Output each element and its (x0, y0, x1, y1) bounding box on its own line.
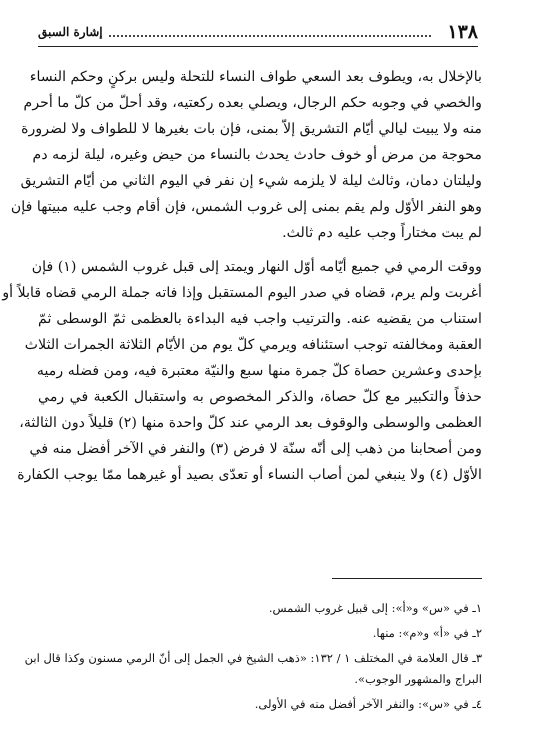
text-line: الأوّل (٤) ولا ينبغي لمن أصاب النساء أو تعدّى بصيد أو غيرهما ممّا يوجب الكفارة (17, 467, 482, 483)
footnote-separator (332, 578, 482, 579)
text-line: استناب من يقضيه عنه. والترتيب واجب فيه البداءة بالعظمى ثمّ الوسطى ثمّ (38, 311, 482, 327)
page-number: ١٣٨ (447, 21, 478, 43)
footnote (24, 648, 482, 690)
header-rule (38, 46, 478, 47)
text-line: العقبة ومخالفته توجب استئنافه ويرمي كلّ يوم من الأيّام الثلاثة الجمرات الثلاث (24, 337, 482, 353)
text-line: بإحدى وعشرين حصاة كلّ جمرة منها سبع والنيّة معتبرة فيه، ومن فضله رميه (36, 363, 482, 379)
footnote-line: ٣ـ قال العلامة في المختلف ١ / ١٣٢: «ذهب الشيخ في الجمل إلى أنّ الرمي مسنون وكذا قال ابن (24, 651, 482, 665)
footnote-line: ٢ـ في «أ» و«م»: منها. (372, 626, 482, 640)
text-line: محوجة من مرض أو خوف حادث يحدث بالنساء من حيض وغيره، ليلة لزمه دم (32, 147, 482, 163)
text-line: ووقت الرمي في جميع أيّامه أوّل النهار ويمتد إلى قبل غروب الشمس (١) فإن (31, 259, 482, 275)
footnote-line: البراج والمشهور الوجوب». (354, 672, 482, 686)
text-line: والخصي في وجوبه حكم الرجال، ويصلي بعده ركعتيه، وقد أحلّ من كلّ ما أحرم (23, 95, 482, 111)
main-text (2, 64, 482, 496)
footnote (38, 623, 482, 644)
footnote-line: ٤ـ في «س»: والنفر الآخر أفضل منه في الأولى. (254, 697, 482, 711)
footnote-line: ١ـ في «س» و«أ»: إلى قبيل غروب الشمس. (268, 601, 482, 615)
footnote (38, 598, 482, 619)
paragraph (2, 254, 482, 488)
footnote (38, 694, 482, 715)
text-line: وهو النفر الأوّل ولم يقم بمنى إلى غروب الشمس، فإن أقام وجب عليه مبيتها فإن (10, 199, 482, 215)
text-line: منه ولا يبيت ليالي أيّام التشريق إلاّ بمنى، فإن بات بغيرها لا للطواف ولا لضرورة (21, 121, 482, 137)
text-line: حذفاً والتكبير مع كلّ حصاة، والذكر المخصوص به واستقبال الكعبة في رمي (38, 389, 482, 405)
header-dotted-leader (109, 35, 432, 37)
text-line: ومن أصحابنا من ذهب إلى أنّه سنّة لا فرض (٣) والنفر في الآخر أفضل منه في (29, 441, 482, 457)
page-header (38, 20, 478, 44)
paragraph (10, 64, 482, 246)
text-line: العظمى والوسطى والوقوف بعد الرمي عند كلّ واحدة منها (٢) قليلاً دون الثالثة، (19, 415, 482, 431)
text-line: أغربت ولم يرم، قضاه في صدر اليوم المستقبل وإذا فاته جملة الرمي قضاه قابلاً أو (2, 285, 482, 301)
running-title: إشارة السبق (38, 25, 103, 39)
text-line: بالإخلال به، ويطوف بعد السعي طواف النساء للتحلة وليس بركنٍ وحكم النساء (29, 69, 482, 85)
text-line: لم يبت مختاراً وجب عليه دم ثالث. (282, 225, 482, 241)
footnotes (24, 598, 482, 719)
text-line: وليلتان دمان، وثالث ليلة لا يلزمه شيء إن نفر في اليوم الثاني من أيّام التشريق (20, 173, 482, 189)
